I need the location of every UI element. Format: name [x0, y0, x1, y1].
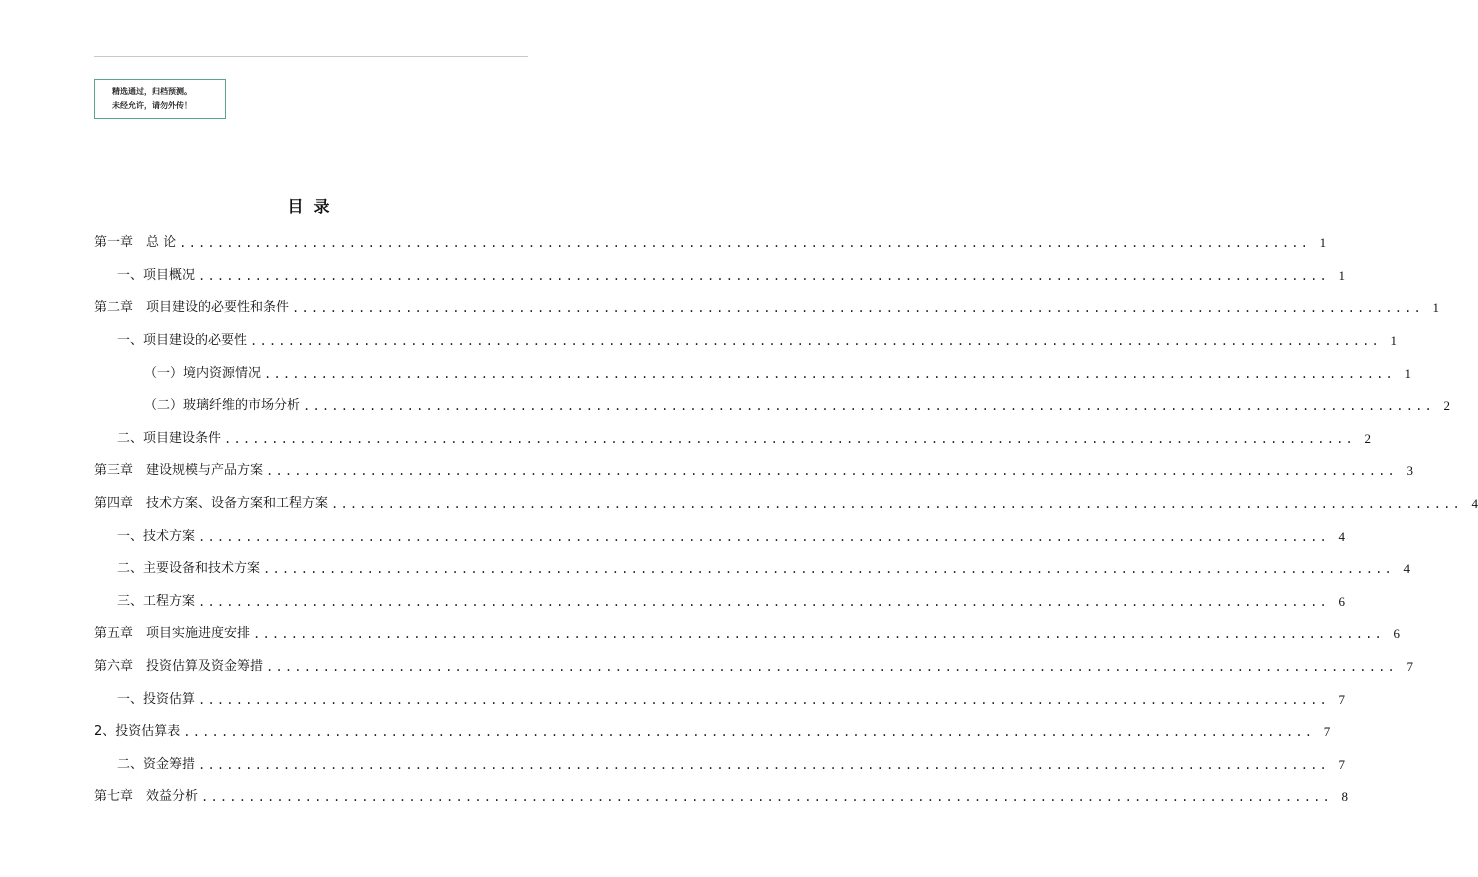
toc-entry[interactable]: [94, 455, 1413, 488]
toc-leader-dots: ........................................................................................................................: [264, 366, 1395, 381]
toc-entry-page: 1: [1338, 267, 1345, 283]
toc-leader-dots: ........................................................................................................................: [250, 334, 1381, 349]
toc-leader-dots: ........................................................................................................................: [263, 562, 1394, 577]
table-of-contents: [94, 227, 1478, 814]
toc-entry[interactable]: [94, 520, 1345, 553]
toc-entry-label: 第三章 建设规模与产品方案: [94, 463, 264, 479]
toc-entry-page: 7: [1323, 724, 1331, 740]
toc-entry-label: 二、资金筹措: [117, 756, 196, 772]
toc-entry-page: 8: [1341, 789, 1348, 805]
toc-entry-page: 3: [1406, 463, 1413, 479]
toc-title: 目录: [287, 197, 340, 216]
stamp-line-1: 精选通过，归档预测。: [112, 87, 192, 96]
toc-entry[interactable]: [94, 292, 1439, 325]
toc-entry-page: 1: [1319, 235, 1327, 251]
toc-entry-label: （一）境内资源情况: [144, 365, 262, 381]
toc-entry[interactable]: [94, 260, 1345, 293]
toc-entry[interactable]: [94, 423, 1371, 456]
toc-leader-dots: ........................................................................................................................: [179, 236, 1311, 251]
toc-leader-dots: ........................................................................................................................: [198, 757, 1329, 772]
toc-entry-page: 7: [1338, 691, 1345, 707]
toc-entry-label: 二、主要设备和技术方案: [117, 561, 261, 577]
toc-entry-label: 一、项目建设的必要性: [117, 333, 248, 349]
toc-leader-dots: ........................................................................................................................: [303, 399, 1434, 414]
toc-entry[interactable]: [94, 325, 1397, 358]
toc-entry-page: 2: [1443, 398, 1450, 414]
toc-entry-label: 第六章 投资估算及资金筹措: [94, 659, 264, 675]
toc-entry-label: 一、投资估算: [117, 691, 196, 707]
toc-entry[interactable]: [94, 781, 1348, 814]
toc-entry-page: 6: [1393, 626, 1400, 642]
toc-entry-label: 一、项目概况: [117, 267, 196, 283]
toc-entry[interactable]: [94, 357, 1411, 390]
toc-entry[interactable]: [94, 227, 1327, 260]
toc-leader-dots: ........................................................................................................................: [266, 464, 1397, 479]
toc-entry-page: 1: [1432, 300, 1439, 316]
toc-leader-dots: ........................................................................................................................: [198, 692, 1329, 707]
stamp-line-2: 未经允许，请勿外传！: [112, 101, 192, 110]
toc-entry-label: 二、项目建设条件: [117, 430, 222, 446]
toc-entry-label: 2、投资估算表: [94, 724, 181, 740]
toc-leader-dots: ........................................................................................................................: [253, 627, 1384, 642]
toc-entry[interactable]: [94, 586, 1345, 619]
header-rule: [94, 56, 528, 57]
toc-entry-label: 第一章 总 论: [94, 235, 177, 251]
toc-leader-dots: ........................................................................................................................: [201, 790, 1332, 805]
toc-entry-label: 三、工程方案: [117, 593, 196, 609]
toc-entry[interactable]: [94, 390, 1450, 423]
toc-entry-page: 1: [1390, 333, 1397, 349]
toc-entry-label: 第五章 项目实施进度安排: [94, 626, 251, 642]
toc-leader-dots: ........................................................................................................................: [266, 660, 1397, 675]
toc-leader-dots: ........................................................................................................................: [224, 431, 1355, 446]
toc-leader-dots: ........................................................................................................................: [292, 301, 1423, 316]
notice-stamp: [94, 79, 226, 119]
toc-entry-label: 第四章 技术方案、设备方案和工程方案: [94, 496, 329, 512]
toc-entry-label: 第二章 项目建设的必要性和条件: [94, 300, 290, 316]
toc-leader-dots: ........................................................................................................................: [198, 529, 1329, 544]
toc-entry-page: 4: [1403, 561, 1410, 577]
toc-entry-page: 2: [1364, 430, 1371, 446]
toc-entry[interactable]: [94, 749, 1345, 782]
toc-leader-dots: ........................................................................................................................: [331, 497, 1462, 512]
toc-leader-dots: ........................................................................................................................: [198, 594, 1329, 609]
toc-entry[interactable]: [94, 488, 1478, 521]
toc-entry[interactable]: [94, 683, 1345, 716]
toc-entry-label: 一、技术方案: [117, 528, 196, 544]
toc-entry[interactable]: [94, 716, 1331, 749]
toc-entry-page: 6: [1338, 593, 1345, 609]
toc-entry[interactable]: [94, 553, 1410, 586]
toc-leader-dots: ........................................................................................................................: [183, 725, 1315, 740]
toc-entry-page: 4: [1471, 496, 1478, 512]
toc-entry-page: 1: [1404, 365, 1411, 381]
toc-entry-page: 7: [1338, 756, 1345, 772]
toc-entry-label: （二）玻璃纤维的市场分析: [144, 398, 301, 414]
toc-leader-dots: ........................................................................................................................: [198, 268, 1329, 283]
toc-entry-page: 7: [1406, 659, 1413, 675]
toc-entry-page: 4: [1338, 528, 1345, 544]
toc-entry[interactable]: [94, 618, 1400, 651]
toc-entry[interactable]: [94, 651, 1413, 684]
toc-entry-label: 第七章 效益分析: [94, 789, 199, 805]
